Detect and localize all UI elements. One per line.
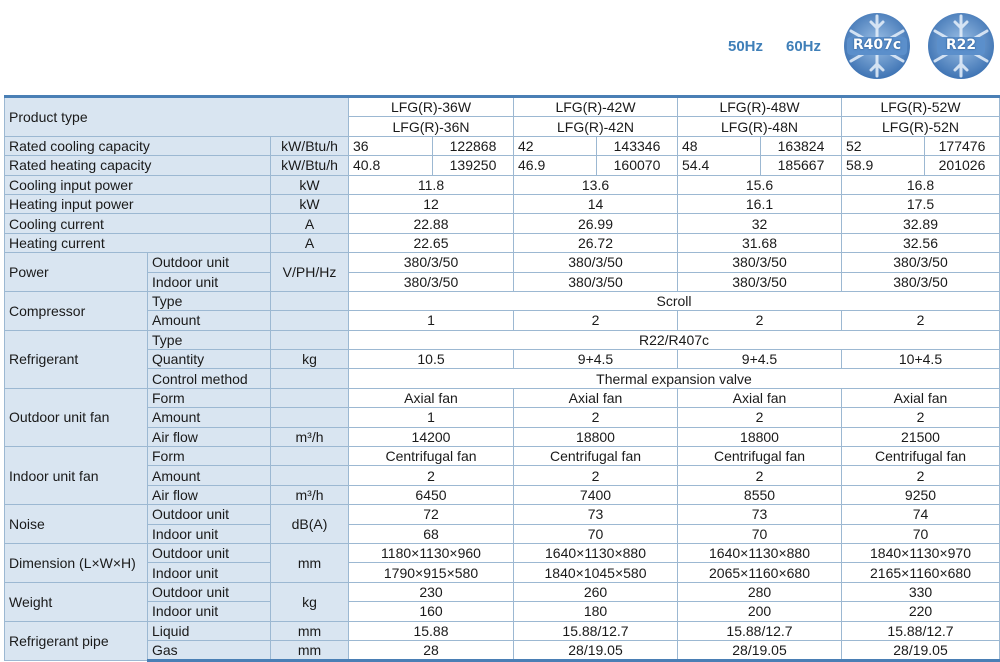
sub-label: Outdoor unit [148,543,271,562]
unit-cell: mm [271,621,349,640]
value-cell: 18800 [514,427,678,446]
table-row [5,350,1000,369]
unit-cell: m³/h [271,427,349,446]
value-cell: 2165×1160×680 [842,563,1000,582]
row-label: Heating current [5,233,271,252]
value-cell: 16.1 [678,194,842,213]
sub-label: Indoor unit [148,524,271,543]
value-cell: 1 [349,408,514,427]
value-cell: 1 [349,311,514,330]
value-cell: 163824 [761,136,842,155]
table-row [5,369,1000,388]
unit-cell: m³/h [271,485,349,504]
value-cell: 28/19.05 [678,640,842,660]
model-48w: LFG(R)-48W [678,97,842,117]
table-row [5,253,1000,272]
table-row [5,136,1000,155]
unit-cell [271,291,349,310]
value-cell: 2 [514,311,678,330]
unit-cell [271,369,349,388]
table-row [5,175,1000,194]
table-row [5,485,1000,504]
unit-cell: A [271,233,349,252]
table-row [5,640,1000,660]
model-52n: LFG(R)-52N [842,117,1000,136]
table-row [5,291,1000,310]
sub-label: Outdoor unit [148,582,271,601]
value-cell: 15.6 [678,175,842,194]
model-36w: LFG(R)-36W [349,97,514,117]
row-label: Noise [5,505,148,544]
model-52w: LFG(R)-52W [842,97,1000,117]
sub-label: Outdoor unit [148,253,271,272]
table-row [5,427,1000,446]
value-cell: 15.88/12.7 [514,621,678,640]
sub-label: Indoor unit [148,602,271,621]
sub-label: Type [148,291,271,310]
value-cell: 32 [678,214,842,233]
value-cell: 48 [678,136,761,155]
value-cell: 22.65 [349,233,514,252]
unit-cell [271,388,349,407]
value-cell: 9250 [842,485,1000,504]
row-label: Dimension (L×W×H) [5,543,148,582]
table-row [5,330,1000,349]
value-cell: 2 [349,466,514,485]
sub-label: Amount [148,311,271,330]
sub-label: Form [148,447,271,466]
table-row [5,524,1000,543]
table-row [5,466,1000,485]
value-cell: 2 [514,408,678,427]
row-label: Weight [5,582,148,621]
row-label: Compressor [5,291,148,330]
value-cell: 380/3/50 [349,253,514,272]
value-cell: Scroll [349,291,1000,310]
value-cell: 70 [514,524,678,543]
value-cell: 380/3/50 [678,272,842,291]
value-cell: 17.5 [842,194,1000,213]
value-cell: 380/3/50 [842,272,1000,291]
value-cell: 185667 [761,156,842,175]
value-cell: 22.88 [349,214,514,233]
value-cell: 180 [514,602,678,621]
value-cell: 46.9 [514,156,597,175]
value-cell: 9+4.5 [678,350,842,369]
value-cell: 12 [349,194,514,213]
sub-label: Indoor unit [148,272,271,291]
value-cell: Centrifugal fan [514,447,678,466]
table-row [5,214,1000,233]
value-cell: 1640×1130×880 [514,543,678,562]
value-cell: 2065×1160×680 [678,563,842,582]
value-cell: 9+4.5 [514,350,678,369]
value-cell: Centrifugal fan [678,447,842,466]
sub-label: Air flow [148,427,271,446]
value-cell: 58.9 [842,156,925,175]
row-label: Power [5,253,148,292]
unit-cell: kW/Btu/h [271,136,349,155]
value-cell: 2 [842,466,1000,485]
value-cell: 143346 [597,136,678,155]
value-cell: 15.88 [349,621,514,640]
table-row [5,311,1000,330]
value-cell: 2 [514,466,678,485]
value-cell: 70 [678,524,842,543]
value-cell: 2 [678,311,842,330]
value-cell: 36 [349,136,433,155]
value-cell: Axial fan [842,388,1000,407]
value-cell: 8550 [678,485,842,504]
value-cell: 1840×1130×970 [842,543,1000,562]
table-row [5,505,1000,524]
value-cell: 330 [842,582,1000,601]
row-label: Heating input power [5,194,271,213]
value-cell: 54.4 [678,156,761,175]
value-cell: 177476 [925,136,1000,155]
value-cell: Centrifugal fan [842,447,1000,466]
value-cell: 68 [349,524,514,543]
value-cell: 13.6 [514,175,678,194]
value-cell: 7400 [514,485,678,504]
value-cell: 160 [349,602,514,621]
value-cell: 74 [842,505,1000,524]
value-cell: 31.68 [678,233,842,252]
sub-label: Control method [148,369,271,388]
model-36n: LFG(R)-36N [349,117,514,136]
value-cell: 70 [842,524,1000,543]
value-cell: 26.99 [514,214,678,233]
value-cell: 18800 [678,427,842,446]
value-cell: 26.72 [514,233,678,252]
table-row [5,408,1000,427]
r22-badge [927,12,995,80]
value-cell: Axial fan [514,388,678,407]
row-label: Refrigerant pipe [5,621,148,661]
value-cell: 380/3/50 [842,253,1000,272]
sub-label: Type [148,330,271,349]
value-cell: 230 [349,582,514,601]
value-cell: Axial fan [349,388,514,407]
table-row [5,156,1000,175]
unit-cell: dB(A) [271,505,349,544]
table-row [5,233,1000,252]
sub-label: Indoor unit [148,563,271,582]
value-cell: 16.8 [842,175,1000,194]
value-cell: Axial fan [678,388,842,407]
value-cell: 122868 [433,136,514,155]
value-cell: 72 [349,505,514,524]
frequency-60hz-label: 60Hz [786,38,822,55]
value-cell: 160070 [597,156,678,175]
unit-cell [271,466,349,485]
value-cell: Thermal expansion valve [349,369,1000,388]
table-row [5,602,1000,621]
value-cell: 260 [514,582,678,601]
sub-label: Outdoor unit [148,505,271,524]
unit-cell: kW/Btu/h [271,156,349,175]
value-cell: 201026 [925,156,1000,175]
product-type-label: Product type [5,97,349,137]
sub-label: Form [148,388,271,407]
value-cell: 14200 [349,427,514,446]
frequency-50hz-label: 50Hz [728,38,764,55]
row-label: Indoor unit fan [5,447,148,505]
value-cell: 1790×915×580 [349,563,514,582]
value-cell: 73 [678,505,842,524]
value-cell: 28/19.05 [514,640,678,660]
unit-cell: kg [271,582,349,621]
value-cell: 15.88/12.7 [842,621,1000,640]
value-cell: 10.5 [349,350,514,369]
unit-cell: V/PH/Hz [271,253,349,292]
row-label: Rated heating capacity [5,156,271,175]
sub-label: Amount [148,408,271,427]
value-cell: 42 [514,136,597,155]
model-42w: LFG(R)-42W [514,97,678,117]
unit-cell: kW [271,194,349,213]
value-cell: 1840×1045×580 [514,563,678,582]
r407c-badge [843,12,911,80]
unit-cell [271,330,349,349]
value-cell: 2 [842,311,1000,330]
value-cell: 52 [842,136,925,155]
row-label: Cooling current [5,214,271,233]
value-cell: 10+4.5 [842,350,1000,369]
row-label: Rated cooling capacity [5,136,271,155]
value-cell: 1180×1130×960 [349,543,514,562]
value-cell: 139250 [433,156,514,175]
value-cell: 1640×1130×880 [678,543,842,562]
table-row [5,543,1000,562]
unit-cell [271,408,349,427]
value-cell: 280 [678,582,842,601]
value-cell: 2 [678,466,842,485]
value-cell: 28 [349,640,514,660]
table-row [5,563,1000,582]
sub-label: Air flow [148,485,271,504]
unit-cell: kg [271,350,349,369]
sub-label: Gas [148,640,271,660]
table-row [5,447,1000,466]
row-label: Outdoor unit fan [5,388,148,446]
value-cell: Centrifugal fan [349,447,514,466]
table-row [5,388,1000,407]
value-cell: 32.56 [842,233,1000,252]
r407c-badge-text: R407c [852,37,902,53]
value-cell: 2 [678,408,842,427]
value-cell: 15.88/12.7 [678,621,842,640]
value-cell: 11.8 [349,175,514,194]
sub-label: Quantity [148,350,271,369]
value-cell: 73 [514,505,678,524]
unit-cell [271,311,349,330]
unit-cell: A [271,214,349,233]
table-row [5,582,1000,601]
value-cell: 380/3/50 [678,253,842,272]
unit-cell: mm [271,640,349,660]
value-cell: 28/19.05 [842,640,1000,660]
value-cell: 32.89 [842,214,1000,233]
specification-table [4,95,1000,662]
value-cell: 6450 [349,485,514,504]
table-row [5,194,1000,213]
value-cell: 220 [842,602,1000,621]
value-cell: 2 [842,408,1000,427]
value-cell: 200 [678,602,842,621]
unit-cell: kW [271,175,349,194]
value-cell: R22/R407c [349,330,1000,349]
value-cell: 380/3/50 [349,272,514,291]
unit-cell: mm [271,543,349,582]
unit-cell [271,447,349,466]
value-cell: 380/3/50 [514,272,678,291]
sub-label: Amount [148,466,271,485]
sub-label: Liquid [148,621,271,640]
value-cell: 21500 [842,427,1000,446]
r22-badge-text: R22 [945,37,977,53]
value-cell: 380/3/50 [514,253,678,272]
row-label: Refrigerant [5,330,148,388]
row-label: Cooling input power [5,175,271,194]
table-row [5,272,1000,291]
value-cell: 14 [514,194,678,213]
value-cell: 40.8 [349,156,433,175]
table-row [5,621,1000,640]
model-48n: LFG(R)-48N [678,117,842,136]
model-42n: LFG(R)-42N [514,117,678,136]
